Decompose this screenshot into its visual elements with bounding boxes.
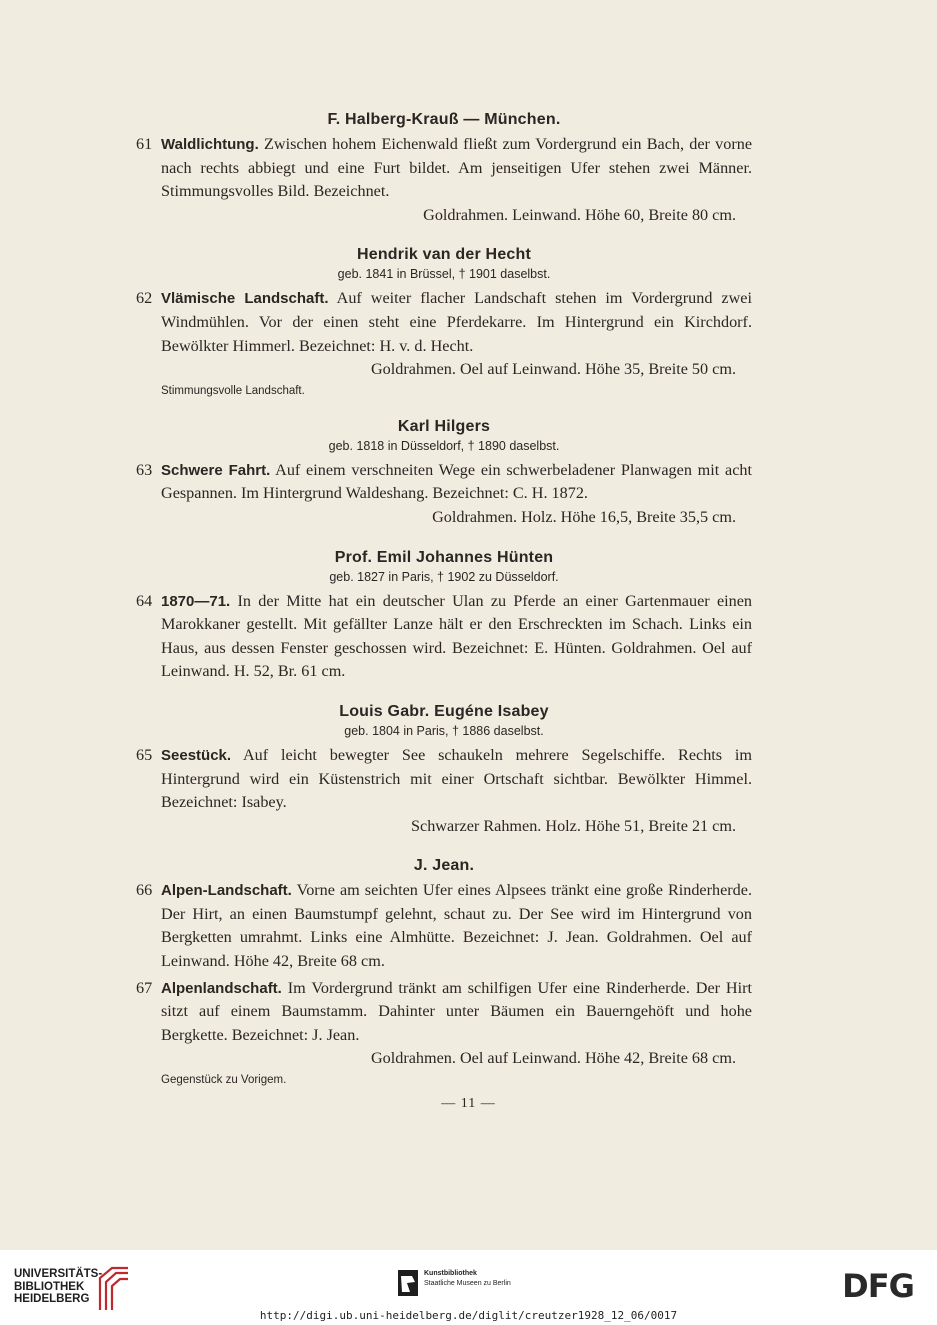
entry-number: 61 [136, 135, 153, 153]
entry-material: Goldrahmen. Oel auf Leinwand. Höhe 42, Breite 68 cm. [370, 1049, 736, 1068]
catalog-entry [136, 977, 752, 1071]
entry-description: Im Vordergrund tränkt am schilfigen Ufer eine Rinderherde. Der Hirt sitzt auf einem Baumstamm. Dahinter unter Bäumen ein Bauerngehöft und hohe Bergkette. Bezeichnet: J. Jean. [161, 978, 753, 1044]
artist-name: Hendrik van der Hecht [356, 246, 532, 264]
catalog-entry [136, 133, 752, 227]
entry-description-block [161, 744, 752, 815]
kunstbibliothek-logo-icon [398, 1270, 418, 1296]
artist-life-dates: geb. 1841 in Brüssel, † 1901 daselbst. [337, 267, 551, 282]
entry-description: In der Mitte hat ein deutscher Ulan zu Pferde an einer Gartenmauer einen Marokkaner gestellt. Mit gefällter Lanze hält er den Erschreckten im Schach. Links ein Haus, aus dessen Fenster geschossen wird. Bezeichnet: E. Hünten. Goldrahmen. Oel auf Leinwand. H. 52, Br. 61 cm. [161, 591, 752, 681]
artist-life-dates: geb. 1827 in Paris, † 1902 zu Düsseldorf. [329, 569, 559, 584]
entries-list [136, 110, 752, 1088]
ub-logo-text[interactable] [14, 1268, 102, 1306]
artist-name: Louis Gabr. Eugéne Isabey [339, 702, 549, 720]
ub-line-1: UNIVERSITÄTS- [14, 1268, 103, 1280]
artist-name: F. Halberg-Krauß — München. [327, 111, 561, 128]
entry-number: 64 [136, 591, 153, 610]
kb-line-1: Kunstbibliothek [424, 1270, 477, 1277]
entry-material: Goldrahmen. Leinwand. Höhe 60, Breite 80 cm. [423, 205, 736, 224]
artist-life-dates: geb. 1818 in Düsseldorf, † 1890 daselbst. [328, 438, 560, 453]
entry-description-block [161, 879, 752, 973]
entry-title: Schwere Fahrt. [161, 461, 271, 479]
source-url-link[interactable]: http://digi.ub.uni-heidelberg.de/diglit/creutzer1928_12_06/0017 [259, 1309, 678, 1322]
catalog-entry [136, 879, 752, 973]
ub-line-2: BIBLIOTHEK [14, 1280, 85, 1293]
entry-title: 1870—71. [161, 592, 231, 610]
dfg-text: DFG [842, 1270, 914, 1300]
entry-title: Alpen-Landschaft. [161, 882, 292, 900]
entry-description-block [161, 287, 752, 358]
dfg-logo[interactable] [832, 1270, 924, 1300]
artist-name: Prof. Emil Johannes Hünten [334, 548, 554, 566]
entry-note: Gegenstück zu Vorigem. [161, 1074, 287, 1087]
entry-material: Schwarzer Rahmen. Holz. Höhe 51, Breite 21 cm. [411, 816, 736, 835]
entry-description: Auf weiter flacher Landschaft stehen im Vordergrund zwei Windmühlen. Vor der einen steht eine Pferdekarre. Im Hintergrund ein Kirchdorf. Bewölkter Himmerl. Bezeichnet: H. v. d. Hecht. [161, 289, 752, 355]
footer [0, 1250, 937, 1325]
entry-number: 66 [136, 881, 153, 900]
entry-number: 67 [136, 978, 153, 997]
entry-description-block [161, 977, 752, 1048]
entry-material: Goldrahmen. Oel auf Leinwand. Höhe 35, Breite 50 cm. [370, 360, 736, 379]
page-number: — 11 — [441, 1096, 496, 1111]
entry-description: Auf einem verschneiten Wege ein schwerbeladener Planwagen mit acht Gespannen. Im Hintergrund Waldeshang. Bezeichnet: C. H. 1872. [161, 460, 752, 503]
artist-name: J. Jean. [413, 857, 475, 875]
ub-line-3: HEIDELBERG [14, 1293, 90, 1305]
entry-description: Auf leicht bewegter See schaukeln mehrere Segelschiffe. Rechts im Hintergrund wird ein Küstenstrich mit einer Ortschaft sichtbar. Bewölkter Himmel. Bezeichnet: Isabey. [161, 745, 752, 812]
entry-description-block [161, 590, 752, 684]
artist-name: Karl Hilgers [397, 417, 491, 435]
artist-life-dates: geb. 1804 in Paris, † 1886 daselbst. [344, 723, 544, 738]
entry-title: Waldlichtung. [161, 136, 259, 153]
entry-title: Seestück. [161, 746, 232, 764]
entry-number: 65 [136, 745, 153, 764]
catalog-entry [136, 590, 752, 684]
entry-number: 63 [136, 460, 153, 479]
entry-description-block [161, 133, 752, 204]
ub-logo-icon [96, 1264, 130, 1312]
entry-material: Goldrahmen. Holz. Höhe 16,5, Breite 35,5 cm. [432, 507, 736, 526]
entry-description: Zwischen hohem Eichenwald fließt zum Vordergrund ein Bach, der vorne nach rechts abbiegt und eine Furt bildet. Am jenseitigen Ufer stehen zwei Männer. Stimmungsvolles Bild. Bezeichnet. [161, 135, 752, 201]
kb-line-2: Staatliche Museen zu Berlin [424, 1280, 511, 1287]
catalog-entry [136, 744, 752, 838]
entry-number: 62 [136, 289, 153, 308]
entry-description: Vorne am seichten Ufer eines Alpsees tränkt eine große Rinderherde. Der Hirt, an einen Baumstumpf gelehnt, schaut zu. Der See wird im Hintergrund von Bergketten umrahmt. Links eine Almhütte. Bezeichnet: J. Jean. Goldrahmen. Oel auf Leinwand. Höhe 42, Breite 68 cm. [161, 881, 752, 971]
entry-title: Vlämische Landschaft. [161, 290, 329, 308]
kunstbibliothek-text[interactable] [424, 1269, 511, 1289]
entry-title: Alpenlandschaft. [161, 979, 282, 997]
entry-description-block [161, 459, 752, 506]
entry-note: Stimmungsvolle Landschaft. [161, 384, 305, 397]
catalog-entry [136, 287, 752, 381]
catalog-entry [136, 459, 752, 530]
